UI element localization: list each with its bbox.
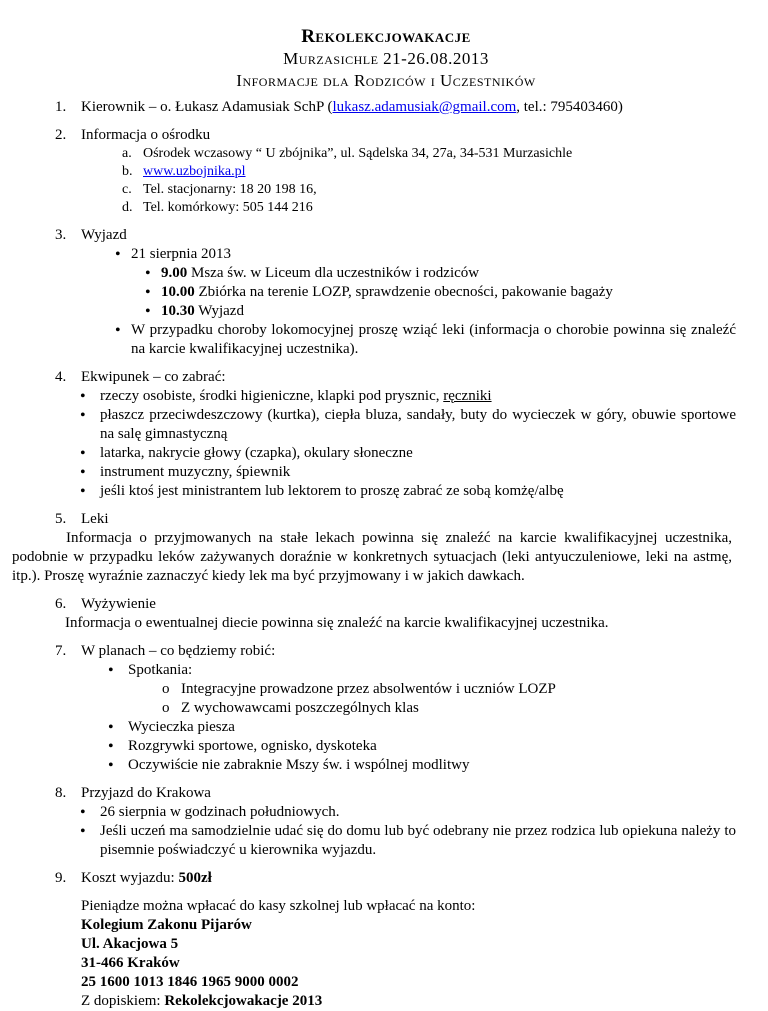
section-number: 8. [55, 785, 67, 801]
list-letter: d. [122, 200, 133, 215]
payment-note-title: Rekolekcjowakacje 2013 [164, 993, 323, 1009]
account-line: Ul. Akacjowa 5 [81, 936, 179, 952]
medicine-paragraph: Informacja o przyjmowanych na stałe lekach powinna się znaleźć na karcie kwalifikacyjnej uczestnika, podobnie w przypadku leków zażywanych doraźnie w konkretnych sytuacjach (leki antyuczuleniowe, leki na astmę, itp.). Proszę wyraźnie zaznaczyć kiedy lek ma być przyjmowany i w jakich dawkach. [12, 530, 732, 584]
payment-intro: Pieniądze można wpłacać do kasy szkolnej lub wpłacać na konto: [81, 898, 476, 914]
title-line-3: Informacje dla Rodziców i Uczestników [236, 71, 536, 90]
section-number: 3. [55, 227, 67, 243]
equipment-item [36, 387, 736, 406]
section-heading: Przyjazd do Krakowa [81, 785, 211, 801]
section-number: 6. [55, 596, 67, 612]
document-page [12, 0, 736, 1011]
section-heading: W planach – co będziemy robić: [81, 643, 276, 659]
schedule-time: 10.30 [161, 303, 195, 319]
list-item [36, 163, 736, 181]
account-line: 31-466 Kraków [81, 955, 180, 971]
circle-bullet-icon: o [162, 700, 170, 716]
list-item [36, 199, 736, 217]
list-item [36, 181, 736, 199]
account-number: 25 1600 1013 1846 1965 9000 0002 [81, 974, 299, 990]
account-line: Kolegium Zakonu Pijarów [81, 917, 252, 933]
section-heading: Leki [81, 511, 109, 527]
section-3 [36, 226, 736, 245]
diet-paragraph: Informacja o ewentualnej diecie powinna się znaleźć na karcie kwalifikacyjnej uczestnika. [65, 615, 609, 631]
list-item [36, 145, 736, 163]
return-item: • Jeśli uczeń ma samodzielnie udać się do domu lub być odebrany nie przez rodzica lub opiekuna należy to pisemnie poświadczyć u kierownika wyjazdu. [36, 822, 736, 860]
list-letter: b. [122, 164, 133, 179]
schedule-time: 10.00 [161, 284, 195, 300]
schedule-item [36, 302, 736, 321]
section-4 [36, 368, 736, 387]
section-heading: Ekwipunek – co zabrać: [81, 369, 226, 385]
section-heading: Informacja o ośrodku [81, 127, 211, 143]
section-9 [36, 869, 736, 888]
schedule-time: 9.00 [161, 265, 188, 281]
section-7 [36, 642, 736, 661]
schedule-item [36, 283, 736, 302]
section-2 [36, 126, 736, 145]
equipment-item: • płaszcz przeciwdeszczowy (kurtka), ciepła bluza, sandały, buty do wycieczek w góry, obuwie sportowe na salę gimnastyczną [36, 406, 736, 444]
title-line-1: Rekolekcjowakacje [301, 26, 471, 47]
section-number: 7. [55, 643, 67, 659]
motion-sickness-note: • W przypadku choroby lokomocyjnej proszę wziąć leki (informacja o chorobie powinna się znaleźć na karcie kwalifikacyjnej uczestnika). [36, 321, 736, 359]
equipment-item: • jeśli ktoś jest ministrantem lub lektorem to proszę zabrać ze sobą komżę/albę [36, 482, 736, 501]
plan-subitem-text: Integracyjne prowadzone przez absolwentów i uczniów LOZP [181, 681, 556, 697]
equipment-item: • instrument muzyczny, śpiewnik [36, 463, 736, 482]
list-letter: a. [122, 146, 132, 161]
section-heading: Wyżywienie [81, 596, 156, 612]
plan-subitem [36, 680, 736, 699]
section-number: 4. [55, 369, 67, 385]
schedule-text: Wyjazd [194, 303, 244, 319]
title-line-2: Murzasichle 21-26.08.2013 [283, 49, 489, 68]
departure-date: • 21 sierpnia 2013 [36, 245, 736, 264]
equipment-text: rzeczy osobiste, środki higieniczne, klapki pod prysznic, [100, 388, 444, 404]
plan-subitem-text: Z wychowawcami poszczególnych klas [181, 700, 419, 716]
plan-item: • Wycieczka piesza [36, 718, 736, 737]
schedule-text: Zbiórka na terenie LOZP, sprawdzenie obecności, pakowanie bagaży [194, 284, 613, 300]
section-8 [36, 784, 736, 803]
payment-note [81, 992, 736, 1011]
email-link[interactable]: lukasz.adamusiak@gmail.com [332, 99, 517, 115]
schedule-item [36, 264, 736, 283]
plan-subitem [36, 699, 736, 718]
plan-item: • Spotkania: [36, 661, 736, 680]
section-number: 1. [55, 99, 67, 115]
document-title [36, 26, 736, 92]
section-heading: Koszt wyjazdu: [81, 870, 179, 886]
section-5 [36, 510, 736, 529]
equipment-underlined: ręczniki [443, 388, 492, 404]
return-item: • 26 sierpnia w godzinach południowych. [36, 803, 736, 822]
resort-info-list [36, 145, 736, 217]
website-link[interactable]: www.uzbojnika.pl [143, 164, 246, 179]
schedule-text: Msza św. w Liceum dla uczestników i rodziców [187, 265, 480, 281]
section-6 [36, 595, 736, 614]
list-text: Tel. komórkowy: 505 144 216 [143, 200, 313, 215]
plan-item: • Oczywiście nie zabraknie Mszy św. i wspólnej modlitwy [36, 756, 736, 775]
list-letter: c. [122, 182, 132, 197]
cost-value: 500zł [178, 870, 212, 886]
section-number: 5. [55, 511, 67, 527]
kierownik-text: Kierownik – o. Łukasz Adamusiak SchP ( [81, 99, 333, 115]
list-text: Tel. stacjonarny: 18 20 198 16, [143, 182, 317, 197]
circle-bullet-icon: o [162, 681, 170, 697]
kierownik-phone: , tel.: 795403460) [516, 99, 623, 115]
section-1 [36, 98, 736, 117]
section-number: 2. [55, 127, 67, 143]
plan-item: • Rozgrywki sportowe, ognisko, dyskoteka [36, 737, 736, 756]
list-text: Ośrodek wczasowy “ U zbójnika”, ul. Sądelska 34, 27a, 34-531 Murzasichle [143, 146, 573, 161]
equipment-item: • latarka, nakrycie głowy (czapka), okulary słoneczne [36, 444, 736, 463]
section-heading: Wyjazd [81, 227, 127, 243]
payment-note-text: Z dopiskiem: [81, 993, 165, 1009]
section-number: 9. [55, 870, 67, 886]
